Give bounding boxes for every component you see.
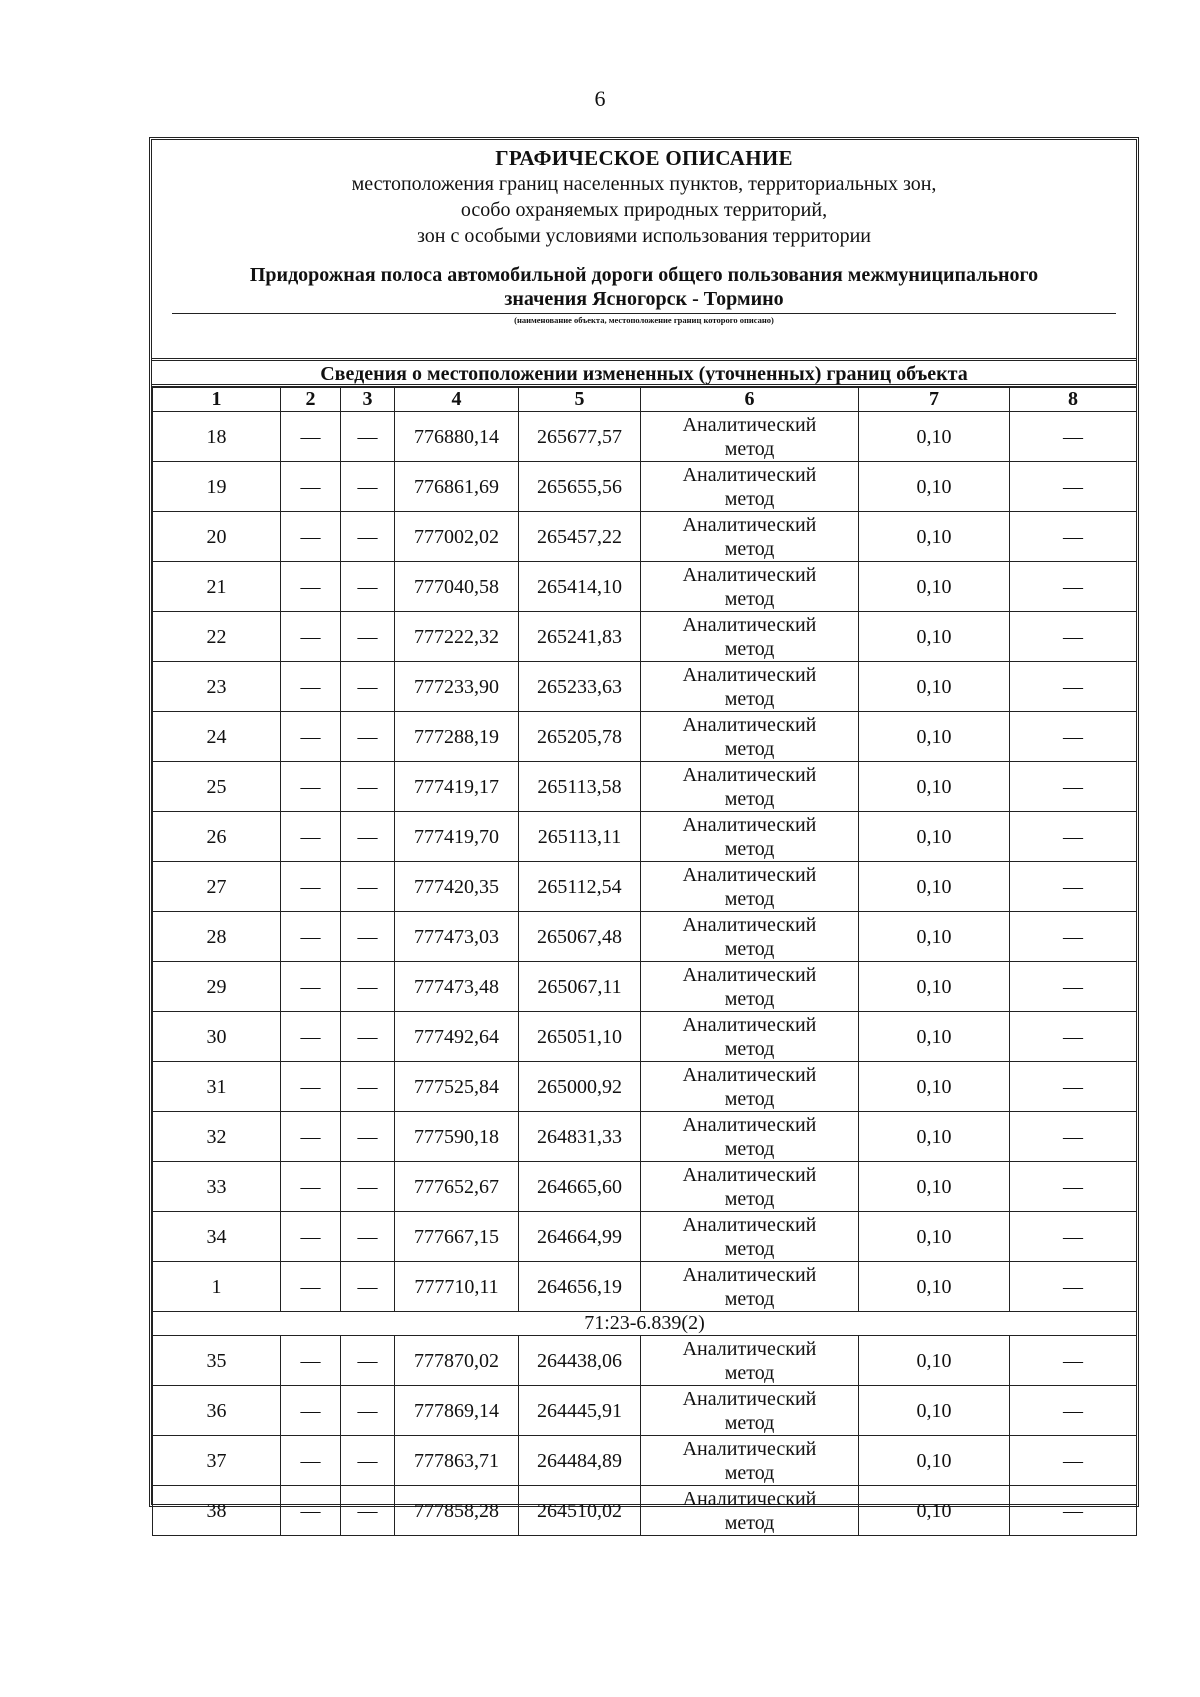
table-row <box>153 612 1137 662</box>
method-line-2: метод <box>724 1037 775 1060</box>
column-8-value: — <box>1010 962 1137 1012</box>
method-line-1: Аналитический <box>682 1437 817 1460</box>
column-3-value: — <box>341 462 395 512</box>
table-row <box>153 1262 1137 1312</box>
point-number: 23 <box>153 662 281 712</box>
subtitle-line-3: зон с особыми условиями использования территории <box>416 225 872 247</box>
y-coordinate: 264510,02 <box>519 1486 641 1536</box>
column-header-6: 6 <box>641 388 859 412</box>
method-line-2: метод <box>724 487 775 510</box>
column-2-value: — <box>281 1262 341 1312</box>
accuracy-value: 0,10 <box>859 612 1010 662</box>
accuracy-value: 0,10 <box>859 1336 1010 1386</box>
table-row <box>153 512 1137 562</box>
column-2-value: — <box>281 962 341 1012</box>
accuracy-value: 0,10 <box>859 962 1010 1012</box>
table-row <box>153 462 1137 512</box>
column-header-2: 2 <box>281 388 341 412</box>
y-coordinate: 265655,56 <box>519 462 641 512</box>
point-number: 25 <box>153 762 281 812</box>
column-8-value: — <box>1010 1262 1137 1312</box>
method-line-2: метод <box>724 1087 775 1110</box>
column-8-value: — <box>1010 712 1137 762</box>
method-line-2: метод <box>724 1187 775 1210</box>
method-cell <box>641 1386 859 1436</box>
x-coordinate: 777040,58 <box>395 562 519 612</box>
column-3-value: — <box>341 1012 395 1062</box>
y-coordinate: 265000,92 <box>519 1062 641 1112</box>
object-name <box>152 263 1136 311</box>
y-coordinate: 264665,60 <box>519 1162 641 1212</box>
x-coordinate: 777420,35 <box>395 862 519 912</box>
group-row <box>153 1312 1137 1336</box>
method-line-1: Аналитический <box>682 1263 817 1286</box>
column-2-value: — <box>281 1012 341 1062</box>
method-line-2: метод <box>724 537 775 560</box>
column-8-value: — <box>1010 1062 1137 1112</box>
table-row <box>153 1436 1137 1486</box>
x-coordinate: 777870,02 <box>395 1336 519 1386</box>
column-3-value: — <box>341 1112 395 1162</box>
method-cell <box>641 712 859 762</box>
object-name-line-2: значения Ясногорск - Тормино <box>504 288 784 310</box>
column-3-value: — <box>341 412 395 462</box>
method-line-1: Аналитический <box>682 1113 817 1136</box>
column-2-value: — <box>281 1162 341 1212</box>
method-line-1: Аналитический <box>682 1013 817 1036</box>
x-coordinate: 777222,32 <box>395 612 519 662</box>
table-row <box>153 912 1137 962</box>
point-number: 32 <box>153 1112 281 1162</box>
method-cell <box>641 1062 859 1112</box>
column-3-value: — <box>341 512 395 562</box>
column-8-value: — <box>1010 1336 1137 1386</box>
method-line-1: Аналитический <box>682 813 817 836</box>
method-line-2: метод <box>724 1411 775 1434</box>
y-coordinate: 265414,10 <box>519 562 641 612</box>
method-line-2: метод <box>724 837 775 860</box>
object-caption: (наименование объекта, местоположение границ которого описано) <box>514 315 774 325</box>
accuracy-value: 0,10 <box>859 1486 1010 1536</box>
accuracy-value: 0,10 <box>859 1262 1010 1312</box>
y-coordinate: 265457,22 <box>519 512 641 562</box>
column-2-value: — <box>281 662 341 712</box>
column-8-value: — <box>1010 1012 1137 1062</box>
accuracy-value: 0,10 <box>859 562 1010 612</box>
method-line-1: Аналитический <box>682 513 817 536</box>
x-coordinate: 777002,02 <box>395 512 519 562</box>
method-cell <box>641 1112 859 1162</box>
method-cell <box>641 662 859 712</box>
x-coordinate: 777288,19 <box>395 712 519 762</box>
object-name-line-1: Придорожная полоса автомобильной дороги общего пользования межмуниципального <box>249 264 1039 286</box>
accuracy-value: 0,10 <box>859 912 1010 962</box>
column-header-7: 7 <box>859 388 1010 412</box>
document-header <box>152 140 1136 361</box>
subtitle-line-1: местоположения границ населенных пунктов, территориальных зон, <box>351 173 937 195</box>
column-8-value: — <box>1010 1212 1137 1262</box>
method-line-2: метод <box>724 437 775 460</box>
accuracy-value: 0,10 <box>859 812 1010 862</box>
object-underline <box>172 313 1116 314</box>
table-row <box>153 1212 1137 1262</box>
accuracy-value: 0,10 <box>859 1062 1010 1112</box>
method-line-2: метод <box>724 737 775 760</box>
column-3-value: — <box>341 1486 395 1536</box>
y-coordinate: 264445,91 <box>519 1386 641 1436</box>
column-header-1: 1 <box>153 388 281 412</box>
method-cell <box>641 812 859 862</box>
point-number: 38 <box>153 1486 281 1536</box>
y-coordinate: 265051,10 <box>519 1012 641 1062</box>
method-line-1: Аналитический <box>682 1063 817 1086</box>
column-3-value: — <box>341 1062 395 1112</box>
y-coordinate: 265113,58 <box>519 762 641 812</box>
group-label: 71:23-6.839(2) <box>153 1312 1137 1336</box>
method-cell <box>641 1162 859 1212</box>
accuracy-value: 0,10 <box>859 1112 1010 1162</box>
column-header-4: 4 <box>395 388 519 412</box>
x-coordinate: 777473,48 <box>395 962 519 1012</box>
column-8-value: — <box>1010 912 1137 962</box>
column-2-value: — <box>281 562 341 612</box>
method-line-1: Аналитический <box>682 413 817 436</box>
method-cell <box>641 1262 859 1312</box>
method-line-2: метод <box>724 987 775 1010</box>
y-coordinate: 264831,33 <box>519 1112 641 1162</box>
document-title: ГРАФИЧЕСКОЕ ОПИСАНИЕ <box>495 146 793 170</box>
method-cell <box>641 612 859 662</box>
accuracy-value: 0,10 <box>859 1162 1010 1212</box>
column-2-value: — <box>281 812 341 862</box>
table-row <box>153 1062 1137 1112</box>
table-row <box>153 1012 1137 1062</box>
accuracy-value: 0,10 <box>859 1012 1010 1062</box>
table-row <box>153 812 1137 862</box>
point-number: 24 <box>153 712 281 762</box>
method-cell <box>641 562 859 612</box>
column-2-value: — <box>281 912 341 962</box>
section-title: Сведения о местоположении измененных (уточненных) границ объекта <box>152 361 1136 387</box>
method-line-1: Аналитический <box>682 1163 817 1186</box>
table-row <box>153 1162 1137 1212</box>
method-line-2: метод <box>724 687 775 710</box>
y-coordinate: 265241,83 <box>519 612 641 662</box>
method-line-1: Аналитический <box>682 563 817 586</box>
page-number: 6 <box>594 86 606 111</box>
method-line-1: Аналитический <box>682 913 817 936</box>
method-line-2: метод <box>724 1461 775 1484</box>
point-number: 31 <box>153 1062 281 1112</box>
accuracy-value: 0,10 <box>859 412 1010 462</box>
column-8-value: — <box>1010 412 1137 462</box>
column-2-value: — <box>281 1212 341 1262</box>
method-line-1: Аналитический <box>682 663 817 686</box>
column-8-value: — <box>1010 562 1137 612</box>
column-2-value: — <box>281 1436 341 1486</box>
method-line-2: метод <box>724 1137 775 1160</box>
column-8-value: — <box>1010 662 1137 712</box>
document-frame <box>149 137 1139 1534</box>
x-coordinate: 776880,14 <box>395 412 519 462</box>
table-row <box>153 712 1137 762</box>
point-number: 1 <box>153 1262 281 1312</box>
column-3-value: — <box>341 1262 395 1312</box>
column-3-value: — <box>341 1386 395 1436</box>
method-line-2: метод <box>724 937 775 960</box>
column-8-value: — <box>1010 612 1137 662</box>
column-8-value: — <box>1010 1436 1137 1486</box>
x-coordinate: 777233,90 <box>395 662 519 712</box>
column-2-value: — <box>281 512 341 562</box>
method-line-1: Аналитический <box>682 763 817 786</box>
column-8-value: — <box>1010 512 1137 562</box>
method-line-1: Аналитический <box>682 463 817 486</box>
y-coordinate: 264664,99 <box>519 1212 641 1262</box>
column-3-value: — <box>341 1212 395 1262</box>
column-3-value: — <box>341 1336 395 1386</box>
method-line-2: метод <box>724 1287 775 1310</box>
column-header-5: 5 <box>519 388 641 412</box>
y-coordinate: 265067,11 <box>519 962 641 1012</box>
y-coordinate: 265113,11 <box>519 812 641 862</box>
accuracy-value: 0,10 <box>859 712 1010 762</box>
table-header-row <box>153 388 1137 412</box>
method-line-1: Аналитический <box>682 1213 817 1236</box>
column-2-value: — <box>281 1386 341 1436</box>
point-number: 36 <box>153 1386 281 1436</box>
x-coordinate: 777869,14 <box>395 1386 519 1436</box>
column-3-value: — <box>341 912 395 962</box>
column-8-value: — <box>1010 1486 1137 1536</box>
column-2-value: — <box>281 1336 341 1386</box>
column-2-value: — <box>281 762 341 812</box>
column-3-value: — <box>341 562 395 612</box>
column-2-value: — <box>281 612 341 662</box>
column-3-value: — <box>341 862 395 912</box>
point-number: 34 <box>153 1212 281 1262</box>
x-coordinate: 777858,28 <box>395 1486 519 1536</box>
method-line-2: метод <box>724 637 775 660</box>
column-8-value: — <box>1010 812 1137 862</box>
point-number: 21 <box>153 562 281 612</box>
column-8-value: — <box>1010 1162 1137 1212</box>
method-line-2: метод <box>724 887 775 910</box>
table-row <box>153 1486 1137 1536</box>
x-coordinate: 777590,18 <box>395 1112 519 1162</box>
column-3-value: — <box>341 612 395 662</box>
column-2-value: — <box>281 712 341 762</box>
accuracy-value: 0,10 <box>859 662 1010 712</box>
accuracy-value: 0,10 <box>859 862 1010 912</box>
column-2-value: — <box>281 462 341 512</box>
x-coordinate: 777652,67 <box>395 1162 519 1212</box>
column-2-value: — <box>281 1062 341 1112</box>
x-coordinate: 777419,70 <box>395 812 519 862</box>
method-line-2: метод <box>724 1511 775 1534</box>
method-line-1: Аналитический <box>682 613 817 636</box>
table-row <box>153 862 1137 912</box>
column-3-value: — <box>341 1162 395 1212</box>
x-coordinate: 777419,17 <box>395 762 519 812</box>
column-8-value: — <box>1010 1112 1137 1162</box>
method-line-2: метод <box>724 787 775 810</box>
method-line-1: Аналитический <box>682 1487 817 1510</box>
method-cell <box>641 462 859 512</box>
point-number: 33 <box>153 1162 281 1212</box>
method-cell <box>641 762 859 812</box>
method-line-1: Аналитический <box>682 1337 817 1360</box>
method-line-1: Аналитический <box>682 713 817 736</box>
point-number: 26 <box>153 812 281 862</box>
column-3-value: — <box>341 662 395 712</box>
table-row <box>153 662 1137 712</box>
point-number: 28 <box>153 912 281 962</box>
point-number: 20 <box>153 512 281 562</box>
method-cell <box>641 412 859 462</box>
column-3-value: — <box>341 962 395 1012</box>
column-2-value: — <box>281 1112 341 1162</box>
method-line-2: метод <box>724 587 775 610</box>
accuracy-value: 0,10 <box>859 462 1010 512</box>
y-coordinate: 265205,78 <box>519 712 641 762</box>
point-number: 22 <box>153 612 281 662</box>
column-header-8: 8 <box>1010 388 1137 412</box>
accuracy-value: 0,10 <box>859 1212 1010 1262</box>
column-3-value: — <box>341 712 395 762</box>
x-coordinate: 777473,03 <box>395 912 519 962</box>
method-cell <box>641 1336 859 1386</box>
accuracy-value: 0,10 <box>859 512 1010 562</box>
table-row <box>153 412 1137 462</box>
method-cell <box>641 912 859 962</box>
point-number: 37 <box>153 1436 281 1486</box>
accuracy-value: 0,10 <box>859 762 1010 812</box>
method-cell <box>641 1436 859 1486</box>
table-row <box>153 562 1137 612</box>
method-cell <box>641 1012 859 1062</box>
y-coordinate: 264484,89 <box>519 1436 641 1486</box>
method-cell <box>641 962 859 1012</box>
x-coordinate: 776861,69 <box>395 462 519 512</box>
y-coordinate: 265112,54 <box>519 862 641 912</box>
method-cell <box>641 1486 859 1536</box>
method-cell <box>641 1212 859 1262</box>
column-8-value: — <box>1010 762 1137 812</box>
coordinates-table <box>152 387 1137 1536</box>
column-8-value: — <box>1010 862 1137 912</box>
column-2-value: — <box>281 862 341 912</box>
column-header-3: 3 <box>341 388 395 412</box>
x-coordinate: 777492,64 <box>395 1012 519 1062</box>
y-coordinate: 264656,19 <box>519 1262 641 1312</box>
table-row <box>153 1386 1137 1436</box>
x-coordinate: 777667,15 <box>395 1212 519 1262</box>
column-2-value: — <box>281 1486 341 1536</box>
accuracy-value: 0,10 <box>859 1436 1010 1486</box>
point-number: 18 <box>153 412 281 462</box>
x-coordinate: 777710,11 <box>395 1262 519 1312</box>
column-3-value: — <box>341 762 395 812</box>
x-coordinate: 777525,84 <box>395 1062 519 1112</box>
method-cell <box>641 512 859 562</box>
x-coordinate: 777863,71 <box>395 1436 519 1486</box>
table-row <box>153 1336 1137 1386</box>
column-3-value: — <box>341 812 395 862</box>
point-number: 19 <box>153 462 281 512</box>
table-row <box>153 762 1137 812</box>
method-line-2: метод <box>724 1361 775 1384</box>
y-coordinate: 265067,48 <box>519 912 641 962</box>
column-2-value: — <box>281 412 341 462</box>
y-coordinate: 265233,63 <box>519 662 641 712</box>
subtitle-line-2: особо охраняемых природных территорий, <box>460 199 828 221</box>
y-coordinate: 265677,57 <box>519 412 641 462</box>
point-number: 30 <box>153 1012 281 1062</box>
column-8-value: — <box>1010 1386 1137 1436</box>
y-coordinate: 264438,06 <box>519 1336 641 1386</box>
column-8-value: — <box>1010 462 1137 512</box>
point-number: 35 <box>153 1336 281 1386</box>
table-row <box>153 1112 1137 1162</box>
method-line-1: Аналитический <box>682 1387 817 1410</box>
method-cell <box>641 862 859 912</box>
method-line-1: Аналитический <box>682 863 817 886</box>
point-number: 27 <box>153 862 281 912</box>
method-line-1: Аналитический <box>682 963 817 986</box>
accuracy-value: 0,10 <box>859 1386 1010 1436</box>
table-row <box>153 962 1137 1012</box>
point-number: 29 <box>153 962 281 1012</box>
method-line-2: метод <box>724 1237 775 1260</box>
column-3-value: — <box>341 1436 395 1486</box>
